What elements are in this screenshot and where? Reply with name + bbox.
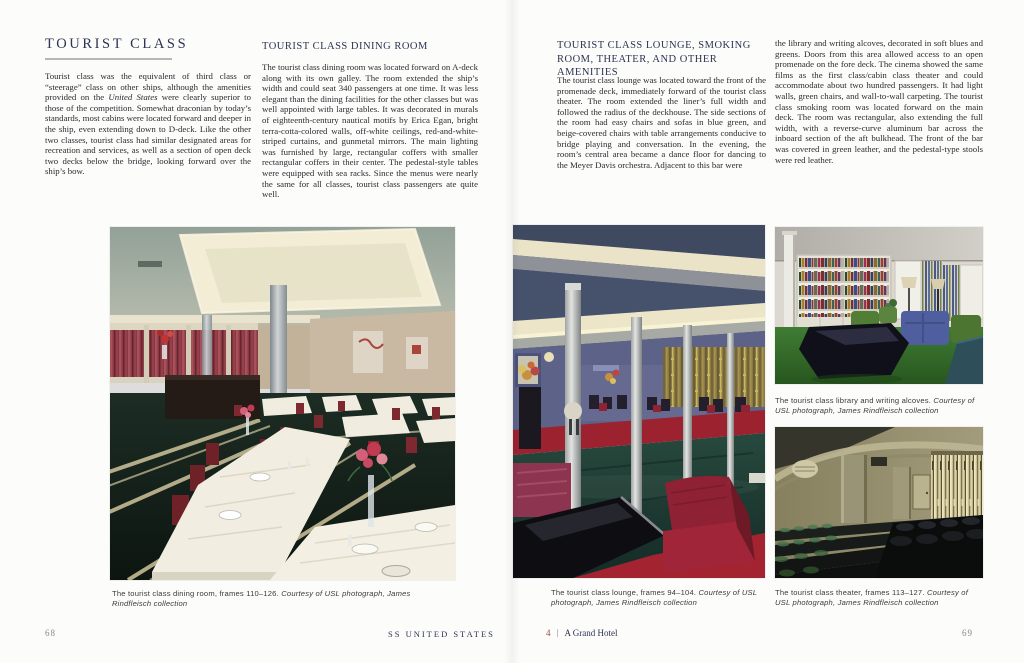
- caption-credit: Courtesy of USL photograph, James Rindfleisch collection: [112, 589, 411, 608]
- running-chapter-title: [546, 628, 618, 638]
- chapter-title: A Grand Hotel: [564, 628, 618, 638]
- photo-dining-room: [110, 227, 455, 580]
- theater-illustration: [775, 427, 983, 578]
- caption-credit: Courtesy of USL photograph, James Rindfleisch collection: [775, 588, 969, 607]
- page-gutter: [504, 0, 520, 663]
- caption-text: The tourist class lounge, frames 94–104.: [551, 588, 699, 597]
- heading-line-2: ROOM, THEATER, AND OTHER AMENITIES: [557, 53, 718, 78]
- dining-room-illustration: [110, 227, 455, 580]
- ship-name-italic: United States: [108, 92, 158, 103]
- lounge-illustration: [513, 225, 765, 578]
- caption-dining: [112, 589, 442, 609]
- library-illustration: [775, 227, 983, 384]
- photo-theater: [775, 427, 983, 578]
- page-number-right: 69: [962, 628, 973, 638]
- caption-theater: [775, 588, 985, 608]
- caption-credit: Courtesy of USL photograph, James Rindfleisch collection: [551, 588, 758, 607]
- dining-paragraph: The tourist class dining room was located forward on A-deck along with its own galley. The room extended the ship’s width and could seat 340 passengers at one time. It was less elegant than the dining facilities for the other classes but was well appointed with large tables. It was decorated in murals of eighteenth-century nautical motifs by Erica Egan, bright terra-cotta-colored walls, off-white ceilings, red-and-white-striped curtains, and gunmetal mirrors. The main lighting was furnished by large, rectangular coffers with smaller rectangular coffers in their center. The pedestal-style tables were equipped with sea racks. Since the menus were nearly the same for all classes, tourist class passengers ate quite well.: [262, 62, 478, 200]
- photo-lounge: [513, 225, 765, 578]
- caption-library: [775, 396, 985, 416]
- chapter-divider: [557, 629, 558, 637]
- caption-text: The tourist class library and writing alcoves.: [775, 396, 934, 405]
- title-rule: [45, 58, 172, 60]
- chapter-number: 4: [546, 628, 551, 638]
- intro-text-2: were clearly superior to those of the competition. Somewhat draconian by today’s standards, most cabins were located forward and deeper in the ship, even extending down to D-deck. Like the other two classes, tourist class had similar designated areas for recreation and services, as well as a section of open deck two decks below the bridge, looking forward over the ship’s bow.: [45, 92, 251, 177]
- intro-paragraph: [45, 71, 251, 177]
- page-title: TOURIST CLASS: [45, 36, 189, 52]
- section-heading-dining: TOURIST CLASS DINING ROOM: [262, 41, 428, 52]
- photo-library: [775, 227, 983, 384]
- amenities-paragraph: the library and writing alcoves, decorated in soft blues and greens. Doors from this area allowed access to an open promenade on the fore deck. The cinema showed the same films as the first class/cabin class theater and could accommodate about two hundred passengers. It had light walls, green chairs, and wall-to-wall carpeting. The tourist class smoking room was located forward on the main deck. The room was rectangular, also extending the full width, with a reverse-curve aluminum bar across the inboard section of the aft bulkhead. The front of the bar was covered in green leather, and the pedestal-type stools were red leather.: [775, 38, 983, 165]
- section-heading-lounge: [557, 39, 777, 80]
- page-number-left: 68: [45, 628, 56, 638]
- caption-text: The tourist class dining room, frames 110–126.: [112, 589, 282, 598]
- lounge-paragraph: The tourist class lounge was located toward the front of the promenade deck, immediately forward of the tourist class theater. The room extended the liner’s full width and followed the radius of the deckhouse. The side sections of the room had easy chairs and sofas in blue green, and beige-covered chairs with table arrangements conducive to bridge playing and conversation. In the evening, the room’s central area became a dance floor for dancing to the Meyer Davis orchestra. Adjacent to this bar were: [557, 75, 766, 170]
- caption-lounge: [551, 588, 763, 608]
- caption-credit: Courtesy of USL photograph, James Rindfleisch collection: [775, 396, 975, 415]
- caption-text: The tourist class theater, frames 113–127.: [775, 588, 927, 597]
- intro-text: Tourist class was the equivalent of third class or “steerage” class on other ships, although the amenities provided on the: [45, 71, 251, 103]
- running-book-title: SS UNITED STATES: [388, 629, 495, 639]
- heading-line-1: TOURIST CLASS LOUNGE, SMOKING: [557, 40, 751, 51]
